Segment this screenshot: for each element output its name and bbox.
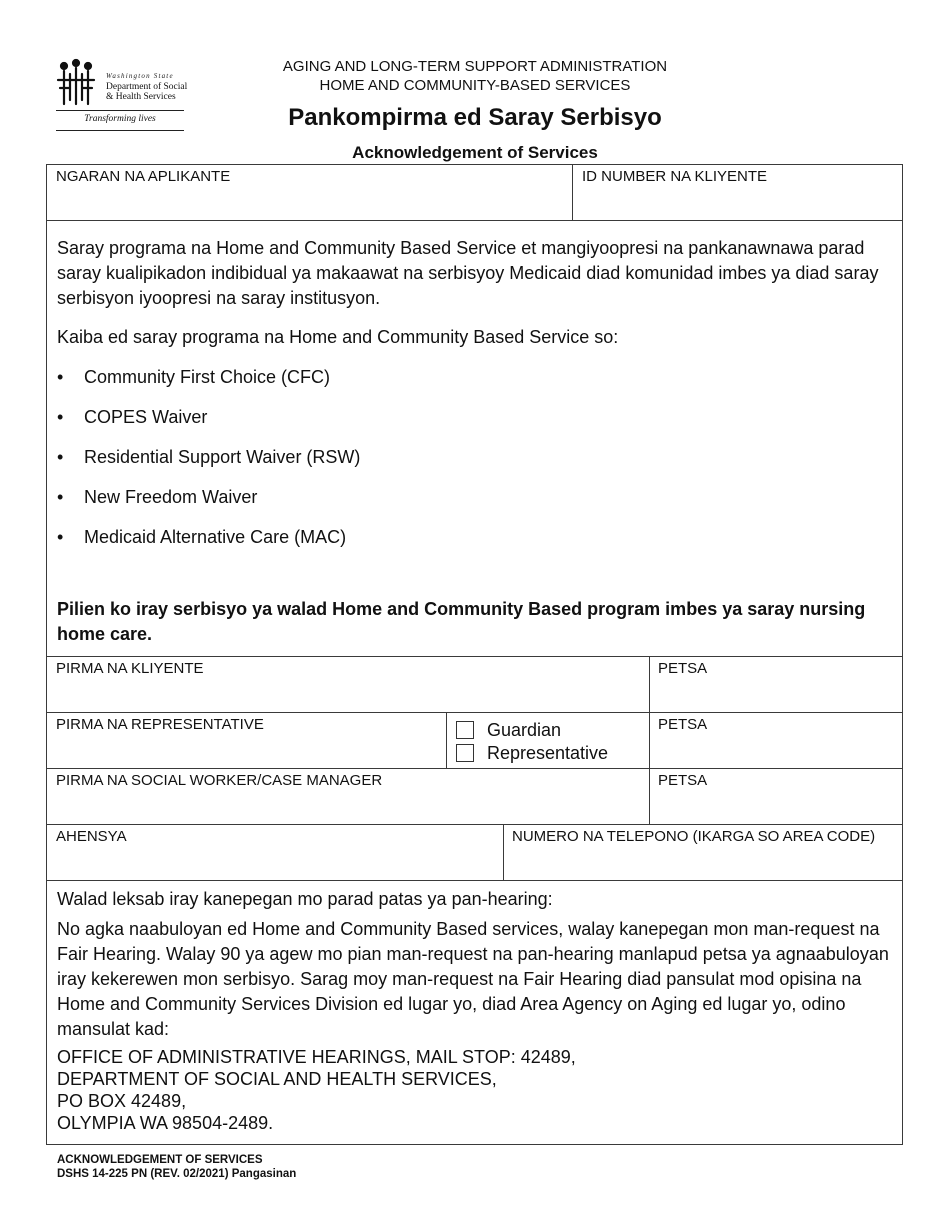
list-item: New Freedom Waiver — [84, 487, 258, 507]
applicant-name-label: NGARAN NA APLIKANTE — [56, 168, 231, 185]
guardian-checkbox[interactable] — [456, 721, 474, 739]
hearing-paragraph: No agka naabuloyan ed Home and Community Based services, walay kanepegan mon man-request na Fair Hearing. Walay 90 ya agew mo pian man-request na pan-hearing manlapud petsa ya agnaabuloyan iray kekerewen mon serbisyo. Sarag moy man-request na Fair Hearing diad pansulat mod opisina na Home and Community Services Division ed lugar yo, diad Area Agency on Aging ed lugar yo, odino mansulat kad: — [57, 919, 889, 1039]
hearing-heading: Walad leksab iray kanepegan mo parad patas ya pan-hearing: — [57, 889, 553, 909]
client-signature-label: PIRMA NA KLIYENTE — [56, 660, 204, 677]
footer-form-number: DSHS 14-225 PN (REV. 02/2021) Pangasinan — [57, 1168, 297, 1180]
list-item: Community First Choice (CFC) — [84, 367, 331, 387]
representative-row-divider — [446, 713, 447, 768]
bullet-icon: • — [57, 447, 64, 467]
representative-signature-label: PIRMA NA REPRESENTATIVE — [56, 716, 264, 733]
logo-department-text: Department of Social & Health Services — [106, 82, 188, 102]
agency-row-bottom-border — [46, 880, 903, 881]
hearing-address-line: OFFICE OF ADMINISTRATIVE HEARINGS, MAIL STOP: 42489, — [57, 1047, 576, 1067]
phone-label: NUMERO NA TELEPONO (IKARGA SO AREA CODE) — [512, 828, 876, 845]
choice-statement: Pilien ko iray serbisyo ya walad Home and Community Based program imbes ya saray nursing home care. — [57, 599, 866, 644]
bullet-icon: • — [57, 527, 64, 547]
row1-bottom-border — [46, 220, 903, 221]
guardian-option-label: Guardian — [487, 720, 562, 740]
division-name: HOME AND COMMUNITY-BASED SERVICES — [319, 77, 631, 94]
list-item: Residential Support Waiver (RSW) — [84, 447, 361, 467]
page-title: Pankompirma ed Saray Serbisyo — [288, 104, 662, 131]
logo-divider-bottom — [56, 130, 184, 131]
logo-tagline: Transforming lives — [84, 114, 156, 124]
programs-intro: Kaiba ed saray programa na Home and Community Based Service so: — [57, 327, 619, 347]
intro-paragraph: Saray programa na Home and Community Based Service et mangiyoopresi na pankanawnawa parad saray kualipikadon indibidual ya makaawat na serbisyoy Medicaid diad komunidad imbes ya diad saray serbisyon iyoopresi na saray institusyon. — [57, 238, 879, 308]
list-item: COPES Waiver — [84, 407, 208, 427]
hearing-address-line: DEPARTMENT OF SOCIAL AND HEALTH SERVICES, — [57, 1069, 497, 1089]
bullet-icon: • — [57, 487, 64, 507]
social-worker-date-label: PETSA — [658, 772, 708, 789]
representative-option-label: Representative — [487, 743, 609, 763]
page-subtitle: Acknowledgement of Services — [352, 143, 598, 162]
agency-label: AHENSYA — [56, 828, 127, 845]
client-date-label: PETSA — [658, 660, 708, 677]
bullet-icon: • — [57, 407, 64, 427]
social-worker-signature-label: PIRMA NA SOCIAL WORKER/CASE MANAGER — [56, 772, 383, 789]
administration-name: AGING AND LONG-TERM SUPPORT ADMINISTRATION — [282, 58, 668, 75]
footer-form-name: ACKNOWLEDGEMENT OF SERVICES — [57, 1154, 263, 1166]
bullet-icon: • — [57, 367, 64, 387]
logo-divider — [56, 110, 184, 111]
representative-date-label: PETSA — [658, 716, 708, 733]
representative-checkbox[interactable] — [456, 744, 474, 762]
hearing-address-line: OLYMPIA WA 98504-2489. — [57, 1113, 274, 1133]
list-item: Medicaid Alternative Care (MAC) — [84, 527, 347, 547]
hearing-address-line: PO BOX 42489, — [57, 1091, 187, 1111]
client-id-label: ID NUMBER NA KLIYENTE — [582, 168, 768, 185]
dshs-people-icon — [56, 58, 96, 106]
logo-state-text: Washington State — [106, 72, 174, 80]
dshs-logo — [56, 58, 186, 132]
